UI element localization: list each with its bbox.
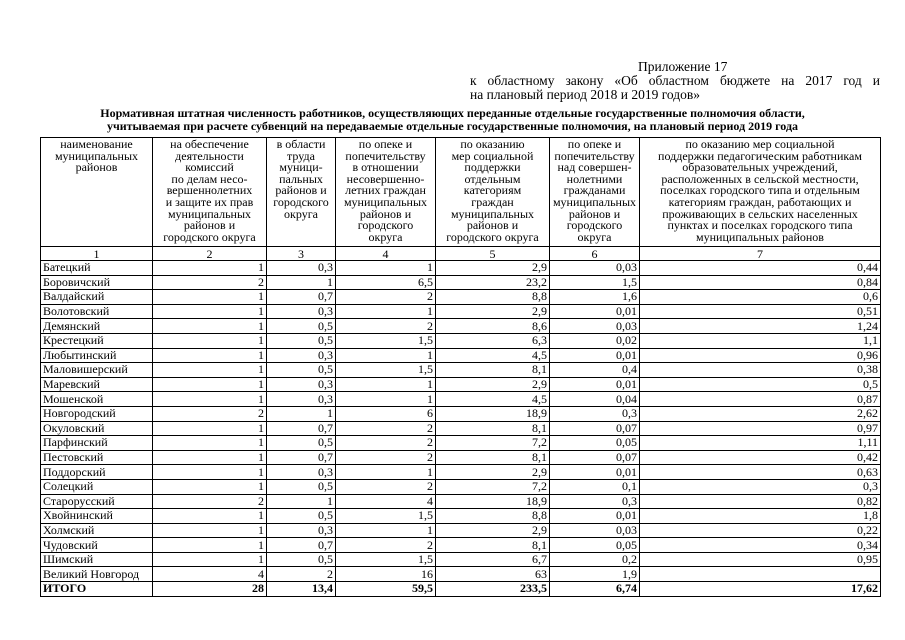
value-cell: 0,44	[640, 261, 881, 276]
value-cell: 0,3	[550, 406, 640, 421]
district-name: Холмский	[41, 523, 153, 538]
column-header-line: отдельным	[464, 171, 521, 186]
value-cell: 16	[336, 567, 436, 582]
column-header-line: по оказанию мер социальной	[685, 137, 835, 151]
value-cell: 0,82	[640, 494, 881, 509]
district-name: Новгородский	[41, 406, 153, 421]
value-cell: 0,03	[550, 319, 640, 334]
column-header-line: на обеспечение	[170, 137, 249, 151]
value-cell: 1,5	[336, 363, 436, 378]
value-cell: 23,2	[436, 275, 550, 290]
value-cell: 8,1	[436, 421, 550, 436]
value-cell: 0,3	[267, 261, 336, 276]
staffing-table	[40, 137, 881, 597]
table-row	[41, 523, 881, 538]
value-cell: 1	[336, 377, 436, 392]
value-cell: 0,3	[267, 304, 336, 319]
value-cell: 2	[153, 406, 267, 421]
value-cell: 0,01	[550, 348, 640, 363]
value-cell: 2,9	[436, 261, 550, 276]
value-cell: 0,7	[267, 538, 336, 553]
table-row	[41, 479, 881, 494]
total-label: ИТОГО	[41, 582, 153, 597]
value-cell: 18,9	[436, 406, 550, 421]
value-cell: 6,3	[436, 333, 550, 348]
table-row	[41, 304, 881, 319]
value-cell: 0,7	[267, 450, 336, 465]
value-cell: 0,07	[550, 450, 640, 465]
district-name: Хвойнинский	[41, 509, 153, 524]
value-cell: 6,7	[436, 552, 550, 567]
value-cell: 0,3	[267, 348, 336, 363]
table-row	[41, 509, 881, 524]
district-name: Демянский	[41, 319, 153, 334]
district-name: Любытинский	[41, 348, 153, 363]
value-cell: 1,8	[640, 509, 881, 524]
value-cell: 0,3	[267, 465, 336, 480]
value-cell: 1	[267, 406, 336, 421]
value-cell: 6,74	[550, 582, 640, 597]
table-row	[41, 392, 881, 407]
table-row	[41, 319, 881, 334]
column-header-line: по опеке и	[567, 137, 622, 151]
column-header-line: районов и	[568, 206, 621, 221]
table-row	[41, 406, 881, 421]
district-name: Батецкий	[41, 261, 153, 276]
value-cell: 1	[336, 465, 436, 480]
value-cell: 1	[336, 392, 436, 407]
value-cell: 1,11	[640, 436, 881, 451]
value-cell: 0,05	[550, 538, 640, 553]
value-cell: 8,8	[436, 290, 550, 305]
column-header-6	[550, 138, 640, 247]
value-cell: 1	[153, 538, 267, 553]
column-header-line: по делам несо-	[171, 171, 248, 186]
value-cell: 1	[153, 377, 267, 392]
value-cell: 0,1	[550, 479, 640, 494]
title-line-1: Нормативная штатная численность работников, осуществляющих переданные отдельные государственные полномочия области,	[100, 106, 805, 120]
value-cell	[640, 567, 881, 582]
district-name: Окуловский	[41, 421, 153, 436]
value-cell: 8,6	[436, 319, 550, 334]
table-row	[41, 261, 881, 276]
column-header-line: муниципальных	[54, 148, 139, 163]
value-cell: 63	[436, 567, 550, 582]
district-name: Маревский	[41, 377, 153, 392]
column-header-line: поддержки	[464, 160, 521, 175]
value-cell: 0,5	[267, 333, 336, 348]
value-cell: 0,5	[640, 377, 881, 392]
table-row	[41, 552, 881, 567]
header-row	[41, 138, 881, 247]
column-header-line: вершеннолетних	[166, 183, 253, 198]
value-cell: 0,22	[640, 523, 881, 538]
value-cell: 4,5	[436, 392, 550, 407]
district-name: Шимский	[41, 552, 153, 567]
column-number: 6	[550, 247, 640, 261]
column-header-line: деятельности	[175, 148, 244, 163]
column-header-line: расположенных в сельской местности,	[661, 171, 859, 186]
column-header-4	[336, 138, 436, 247]
value-cell: 0,42	[640, 450, 881, 465]
column-header-line: пунктах и поселках городского типа	[667, 218, 853, 233]
table-row	[41, 421, 881, 436]
value-cell: 0,5	[267, 436, 336, 451]
value-cell: 7,2	[436, 436, 550, 451]
column-header-line: районов и	[275, 183, 327, 198]
value-cell: 2	[336, 421, 436, 436]
column-header-line: городского	[273, 194, 329, 209]
district-name: Парфинский	[41, 436, 153, 451]
table-row	[41, 450, 881, 465]
table-row	[41, 538, 881, 553]
table-row	[41, 494, 881, 509]
value-cell: 1	[153, 319, 267, 334]
table-row	[41, 290, 881, 305]
value-cell: 0,63	[640, 465, 881, 480]
column-header-line: пальных	[279, 171, 323, 186]
column-header-line: муниципальных районов	[696, 229, 824, 244]
value-cell: 1	[153, 552, 267, 567]
value-cell: 6,5	[336, 275, 436, 290]
district-name: Волотовский	[41, 304, 153, 319]
column-header-line: над совершен-	[557, 160, 632, 175]
column-header-line: попечительству	[554, 148, 635, 163]
value-cell: 2	[267, 567, 336, 582]
value-cell: 2,9	[436, 377, 550, 392]
column-header-line: комиссий	[185, 160, 234, 175]
column-header-line: муниципальных	[343, 194, 428, 209]
value-cell: 0,97	[640, 421, 881, 436]
column-header-line: наименование	[60, 137, 133, 151]
value-cell: 1,9	[550, 567, 640, 582]
value-cell: 0,4	[550, 363, 640, 378]
value-cell: 2,62	[640, 406, 881, 421]
column-header-7	[640, 138, 881, 247]
district-name: Поддорский	[41, 465, 153, 480]
value-cell: 8,1	[436, 450, 550, 465]
value-cell: 2	[153, 494, 267, 509]
column-header-line: летних граждан	[345, 183, 426, 198]
column-header-line: районов и	[183, 218, 236, 233]
column-header-line: округа	[368, 229, 403, 244]
column-header-3	[267, 138, 336, 247]
value-cell: 2,9	[436, 304, 550, 319]
value-cell: 0,5	[267, 552, 336, 567]
value-cell: 2,9	[436, 523, 550, 538]
column-header-line: городского	[357, 218, 414, 233]
value-cell: 2	[336, 290, 436, 305]
value-cell: 13,4	[267, 582, 336, 597]
value-cell: 8,8	[436, 509, 550, 524]
column-header-line: районов и	[359, 206, 412, 221]
value-cell: 1	[153, 290, 267, 305]
column-header-5	[436, 138, 550, 247]
table-row	[41, 275, 881, 290]
value-cell: 1	[153, 333, 267, 348]
value-cell: 4	[153, 567, 267, 582]
district-name: Крестецкий	[41, 333, 153, 348]
value-cell: 1	[153, 436, 267, 451]
column-header-line: граждан	[471, 194, 514, 209]
appendix-block	[470, 60, 880, 102]
value-cell: 8,1	[436, 363, 550, 378]
value-cell: 0,3	[267, 377, 336, 392]
column-header-1	[41, 138, 153, 247]
value-cell: 0,96	[640, 348, 881, 363]
value-cell: 2	[336, 319, 436, 334]
value-cell: 1	[336, 523, 436, 538]
value-cell: 1,24	[640, 319, 881, 334]
value-cell: 2	[336, 450, 436, 465]
value-cell: 1,1	[640, 333, 881, 348]
value-cell: 1	[267, 494, 336, 509]
column-header-line: категориям граждан, работающих и	[668, 194, 852, 209]
value-cell: 1,5	[336, 552, 436, 567]
value-cell: 1	[153, 261, 267, 276]
value-cell: 0,01	[550, 304, 640, 319]
value-cell: 2,9	[436, 465, 550, 480]
value-cell: 1	[267, 275, 336, 290]
value-cell: 2	[336, 479, 436, 494]
value-cell: 0,01	[550, 509, 640, 524]
value-cell: 0,84	[640, 275, 881, 290]
district-name: Солецкий	[41, 479, 153, 494]
value-cell: 1	[336, 261, 436, 276]
value-cell: 0,51	[640, 304, 881, 319]
total-row	[41, 582, 881, 597]
value-cell: 0,04	[550, 392, 640, 407]
column-header-line: поддержки педагогическим работникам	[658, 148, 862, 163]
column-header-line: и защите их прав	[165, 194, 254, 209]
district-name: Пестовский	[41, 450, 153, 465]
appendix-period: на плановый период 2018 и 2019 годов»	[470, 87, 701, 102]
district-name: Великий Новгород	[41, 567, 153, 582]
district-name: Боровичский	[41, 275, 153, 290]
value-cell: 0,3	[267, 392, 336, 407]
table-row	[41, 363, 881, 378]
column-header-line: труда	[287, 148, 315, 163]
column-number: 4	[336, 247, 436, 261]
value-cell: 8,1	[436, 538, 550, 553]
appendix-law-reference: к областному закону «Об областном бюджете на 2017 год и	[470, 73, 880, 88]
column-header-line: гражданами	[563, 183, 626, 198]
value-cell: 0,03	[550, 523, 640, 538]
column-header-line: образовательных учреждений,	[682, 160, 838, 175]
value-cell: 0,95	[640, 552, 881, 567]
value-cell: 0,5	[267, 509, 336, 524]
value-cell: 0,5	[267, 319, 336, 334]
value-cell: 0,02	[550, 333, 640, 348]
value-cell: 1,5	[336, 509, 436, 524]
value-cell: 1	[153, 421, 267, 436]
value-cell: 1,5	[550, 275, 640, 290]
value-cell: 59,5	[336, 582, 436, 597]
value-cell: 1	[153, 479, 267, 494]
column-number: 3	[267, 247, 336, 261]
column-header-line: округа	[284, 206, 318, 221]
district-name: Маловишерский	[41, 363, 153, 378]
column-header-line: районов	[75, 160, 118, 175]
column-header-line: муниципальных	[167, 206, 252, 221]
value-cell: 1	[153, 465, 267, 480]
column-header-line: городского округа	[163, 229, 256, 244]
appendix-number: Приложение 17	[638, 59, 728, 74]
column-header-line: по опеке и	[358, 137, 413, 151]
value-cell: 1	[153, 304, 267, 319]
document-title	[0, 107, 905, 133]
district-name: Чудовский	[41, 538, 153, 553]
table-row	[41, 333, 881, 348]
value-cell: 1	[153, 348, 267, 363]
value-cell: 7,2	[436, 479, 550, 494]
value-cell: 0,01	[550, 377, 640, 392]
column-header-line: городского округа	[446, 229, 539, 244]
value-cell: 0,87	[640, 392, 881, 407]
value-cell: 1	[336, 348, 436, 363]
value-cell: 0,7	[267, 290, 336, 305]
value-cell: 6	[336, 406, 436, 421]
column-number: 1	[41, 247, 153, 261]
column-number: 2	[153, 247, 267, 261]
value-cell: 2	[336, 436, 436, 451]
value-cell: 1,6	[550, 290, 640, 305]
value-cell: 17,62	[640, 582, 881, 597]
value-cell: 0,3	[550, 494, 640, 509]
value-cell: 28	[153, 582, 267, 597]
value-cell: 0,7	[267, 421, 336, 436]
column-header-line: городского	[566, 218, 623, 233]
title-line-2: учитываемая при расчете субвенций на передаваемые отдельные государственные полномочия, на плановый период 2019 года	[106, 119, 799, 133]
column-header-line: попечительству	[345, 148, 426, 163]
column-header-line: проживающих в сельских населенных	[662, 206, 858, 221]
value-cell: 0,07	[550, 421, 640, 436]
value-cell: 0,3	[267, 523, 336, 538]
value-cell: 2	[336, 538, 436, 553]
value-cell: 0,2	[550, 552, 640, 567]
column-header-2	[153, 138, 267, 247]
value-cell: 1	[153, 363, 267, 378]
table-header	[41, 138, 881, 261]
value-cell: 1	[153, 509, 267, 524]
value-cell: 0,5	[267, 479, 336, 494]
value-cell: 0,05	[550, 436, 640, 451]
column-number: 5	[436, 247, 550, 261]
table-row	[41, 465, 881, 480]
table-row	[41, 377, 881, 392]
value-cell: 4	[336, 494, 436, 509]
value-cell: 0,03	[550, 261, 640, 276]
table-body	[41, 261, 881, 597]
value-cell: 1	[153, 392, 267, 407]
value-cell: 0,3	[640, 479, 881, 494]
column-header-line: категориям	[463, 183, 522, 198]
column-header-line: нолетними	[566, 171, 623, 186]
value-cell: 1	[153, 450, 267, 465]
column-header-line: районов и	[466, 218, 519, 233]
value-cell: 0,01	[550, 465, 640, 480]
column-header-line: муниципальных	[450, 206, 535, 221]
value-cell: 2	[153, 275, 267, 290]
value-cell: 233,5	[436, 582, 550, 597]
district-name: Валдайский	[41, 290, 153, 305]
column-number: 7	[640, 247, 881, 261]
value-cell: 1	[336, 304, 436, 319]
value-cell: 1,5	[336, 333, 436, 348]
value-cell: 0,34	[640, 538, 881, 553]
district-name: Мошенской	[41, 392, 153, 407]
column-header-line: мер социальной	[451, 148, 534, 163]
table-row	[41, 567, 881, 582]
column-header-line: в области	[276, 137, 326, 151]
value-cell: 0,6	[640, 290, 881, 305]
column-header-line: муниципальных	[552, 194, 637, 209]
value-cell: 4,5	[436, 348, 550, 363]
column-header-line: по оказанию	[460, 137, 525, 151]
table-row	[41, 348, 881, 363]
value-cell: 0,38	[640, 363, 881, 378]
value-cell: 1	[153, 523, 267, 538]
value-cell: 18,9	[436, 494, 550, 509]
column-number-row	[41, 247, 881, 261]
district-name: Старорусский	[41, 494, 153, 509]
column-header-line: поселках городского типа и отдельным	[660, 183, 860, 198]
table-row	[41, 436, 881, 451]
column-header-line: несовершенно-	[346, 171, 425, 186]
column-header-line: в отношении	[352, 160, 419, 175]
column-header-line: муници-	[279, 160, 323, 175]
value-cell: 0,5	[267, 363, 336, 378]
column-header-line: округа	[577, 229, 612, 244]
